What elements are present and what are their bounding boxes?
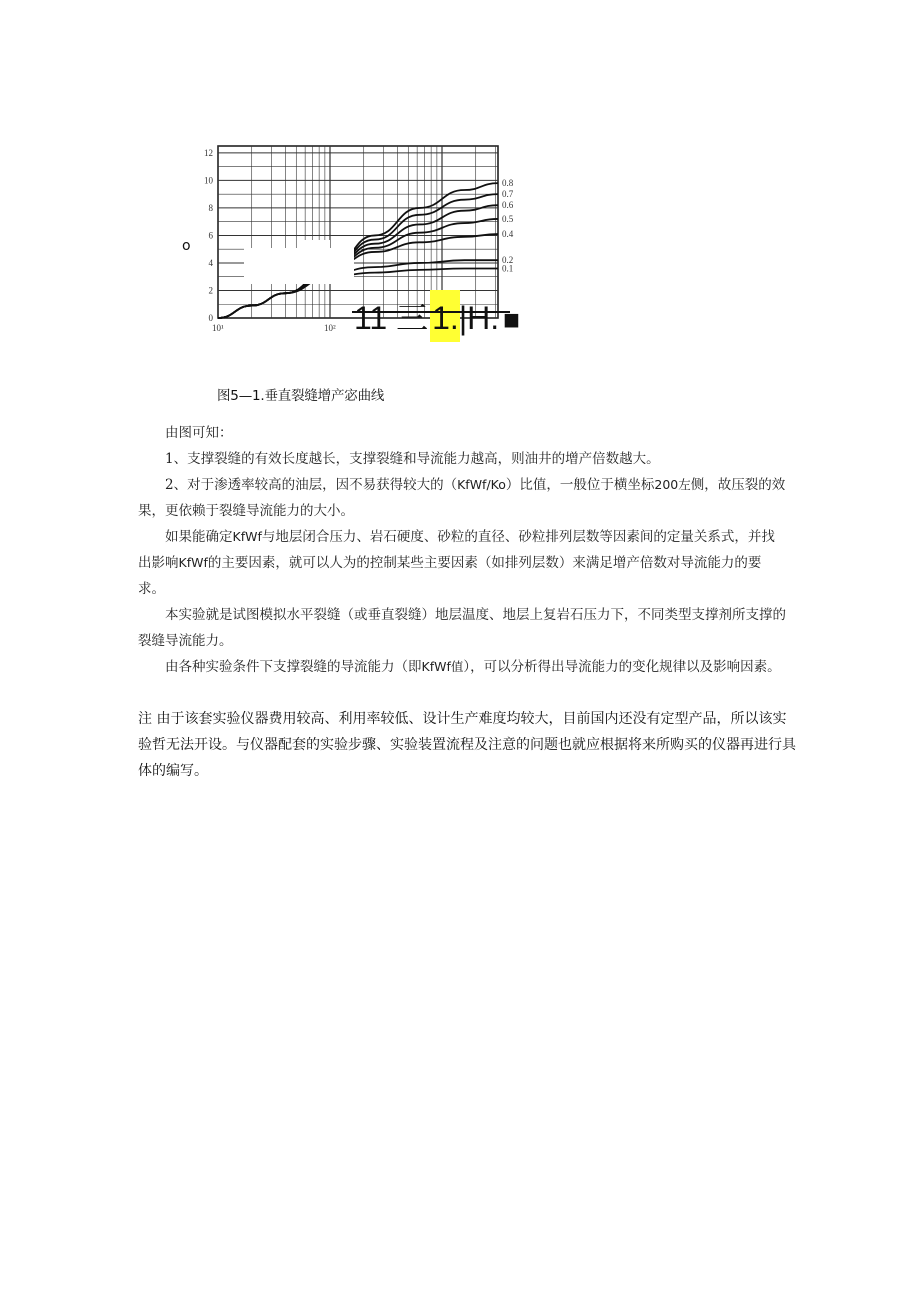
chart-y-ticks bbox=[204, 148, 214, 323]
overlay-part-1: 11 三 bbox=[354, 300, 429, 336]
para-2 bbox=[138, 472, 788, 524]
mask-block-small bbox=[300, 240, 330, 252]
para-3 bbox=[138, 524, 788, 602]
para-5-a: 由各种实验条件下支撑裂缝的导流能力（即 bbox=[165, 659, 422, 675]
mask-block bbox=[244, 248, 354, 284]
series-label-0.2: 0.2 bbox=[502, 255, 514, 266]
y-tick-label: 0 bbox=[208, 313, 213, 323]
figure-caption: 图5—1.垂直裂缝增产宓曲线 bbox=[217, 388, 385, 404]
y-tick-label: 8 bbox=[208, 202, 213, 213]
para-3-d: KfWf bbox=[178, 555, 208, 570]
overlay-square: ■ bbox=[503, 304, 520, 335]
para-2-a: 2、对于渗透率较高的油层，因不易获得较大的（ bbox=[165, 477, 458, 493]
para-3-e: 的主要因素，就可以人为的控制某些主要因素（如排列层数）来满足增产倍数对导流能力的要求。 bbox=[138, 555, 762, 597]
series-label-0.7: 0.7 bbox=[502, 189, 514, 200]
para-2-e: 侧，故压裂的效果，更依赖于裂缝导流能力的大小。 bbox=[138, 477, 786, 519]
series-label-0.8: 0.8 bbox=[502, 178, 514, 189]
series-label-0.4: 0.4 bbox=[502, 229, 514, 240]
para-5-c: ），可以分析得出导流能力的变化规律以及影响因素。 bbox=[463, 659, 781, 675]
chart-svg bbox=[180, 138, 520, 348]
para-2-c: ）比值，一般位于横坐标 bbox=[505, 477, 655, 493]
overlay-part-3: |H. bbox=[458, 300, 500, 336]
y-tick-label: 2 bbox=[208, 285, 213, 296]
overlay-garbled-text bbox=[354, 300, 520, 336]
figure-chart bbox=[180, 138, 520, 348]
para-2-d: 200左 bbox=[654, 477, 691, 492]
y-tick-label: 10 bbox=[204, 175, 213, 186]
para-5 bbox=[138, 654, 788, 680]
body-text bbox=[138, 420, 788, 680]
series-label-0.5: 0.5 bbox=[502, 213, 514, 224]
y-tick-label: 12 bbox=[204, 147, 213, 158]
para-1: 1、支撑裂缝的有效长度越长，支撑裂缝和导流能力越高，则油井的增产倍数越大。 bbox=[165, 451, 660, 467]
para-3-a: 如果能确定 bbox=[165, 529, 233, 545]
para-intro: 由图可知： bbox=[165, 425, 233, 441]
note-text: 注 由于该套实验仪器费用较高、利用率较低、设计生产难度均较大，目前国内还没有定型产品，所以该实验哲无法开设。与仪器配套的实验步骤、实验装置流程及注意的问题也就应根据将来所购买的仪器再进行具体的编写。 bbox=[138, 711, 796, 779]
chart-series-labels bbox=[502, 178, 514, 273]
y-tick-label: 4 bbox=[208, 257, 213, 268]
para-4: 本实验就是试图模拟水平裂缝（或垂直裂缝）地层温度、地层上复岩石压力下，不同类型支撑剂所支撑的裂缝导流能力。 bbox=[138, 607, 786, 649]
x-tick-label: 10¹ bbox=[212, 323, 224, 333]
chart-x-ticks bbox=[212, 323, 336, 333]
para-3-c: 与地层闭合压力、岩石硬度、砂粒的直径、砂粒排列层数等因素间的定量关系式，并找出影响 bbox=[138, 529, 775, 571]
para-3-b: KfWf bbox=[232, 529, 262, 544]
series-label-0.1: 0.1 bbox=[502, 263, 514, 274]
x-tick-label: 10² bbox=[324, 323, 336, 333]
para-2-b: KfWf/Ko bbox=[457, 477, 506, 492]
overlay-part-2: 1. bbox=[432, 300, 459, 336]
series-label-0.6: 0.6 bbox=[502, 200, 514, 211]
para-5-b: KfWf值 bbox=[421, 659, 464, 674]
note-block bbox=[138, 706, 798, 784]
y-tick-label: 6 bbox=[208, 230, 213, 241]
stray-mark: o bbox=[182, 238, 191, 254]
